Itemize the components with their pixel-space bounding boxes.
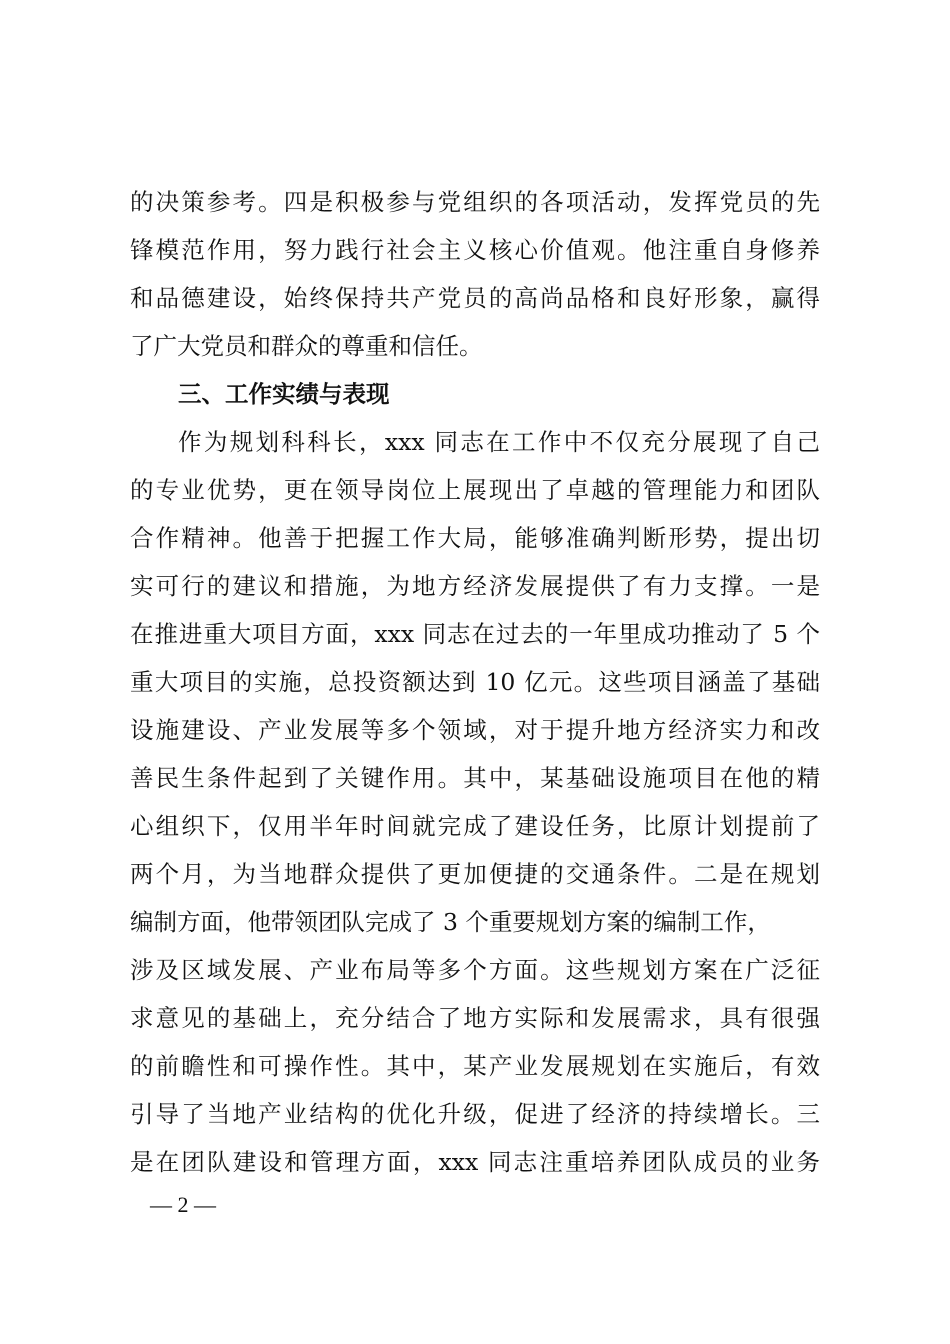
text-line: 作为规划科科长，xxx 同志在工作中不仅充分展现了自己	[178, 428, 820, 456]
text-line: 锋模范作用，努力践行社会主义核心价值观。他注重自身修养	[130, 236, 820, 264]
text-line: 求意见的基础上，充分结合了地方实际和发展需求，具有很强	[130, 1004, 820, 1032]
paragraph-work-performance	[130, 418, 820, 1186]
text-line: 合作精神。他善于把握工作大局，能够准确判断形势，提出切	[130, 524, 820, 552]
text-line: 心组织下，仅用半年时间就完成了建设任务，比原计划提前了	[130, 812, 820, 840]
paragraph-continuation	[130, 178, 820, 370]
text-line: 重大项目的实施，总投资额达到 10 亿元。这些项目涵盖了基础	[130, 668, 820, 696]
text-line: 和品德建设，始终保持共产党员的高尚品格和良好形象，赢得	[130, 284, 820, 312]
text-line: 设施建设、产业发展等多个领域，对于提升地方经济实力和改	[130, 716, 820, 744]
text-line: 的专业优势，更在领导岗位上展现出了卓越的管理能力和团队	[130, 476, 820, 504]
text-line: 在推进重大项目方面，xxx 同志在过去的一年里成功推动了 5 个	[130, 620, 820, 648]
page-number: — 2 —	[150, 1192, 216, 1217]
text-line: 两个月，为当地群众提供了更加便捷的交通条件。二是在规划	[130, 860, 820, 888]
text-line: 的决策参考。四是积极参与党组织的各项活动，发挥党员的先	[130, 188, 820, 216]
text-line: 实可行的建议和措施，为地方经济发展提供了有力支撑。一是	[130, 572, 820, 600]
document-body	[130, 178, 820, 1186]
text-line: 的前瞻性和可操作性。其中，某产业发展规划在实施后，有效	[130, 1052, 820, 1080]
text-line: 是在团队建设和管理方面，xxx 同志注重培养团队成员的业务	[130, 1148, 820, 1176]
section-heading: 三、工作实绩与表现	[178, 380, 390, 408]
text-line: 善民生条件起到了关键作用。其中，某基础设施项目在他的精	[130, 764, 820, 792]
text-line: 引导了当地产业结构的优化升级，促进了经济的持续增长。三	[130, 1100, 820, 1128]
text-line: 编制方面，他带领团队完成了 3 个重要规划方案的编制工作，	[130, 908, 771, 936]
text-line: 了广大党员和群众的尊重和信任。	[130, 332, 483, 360]
text-line: 涉及区域发展、产业布局等多个方面。这些规划方案在广泛征	[130, 956, 820, 984]
